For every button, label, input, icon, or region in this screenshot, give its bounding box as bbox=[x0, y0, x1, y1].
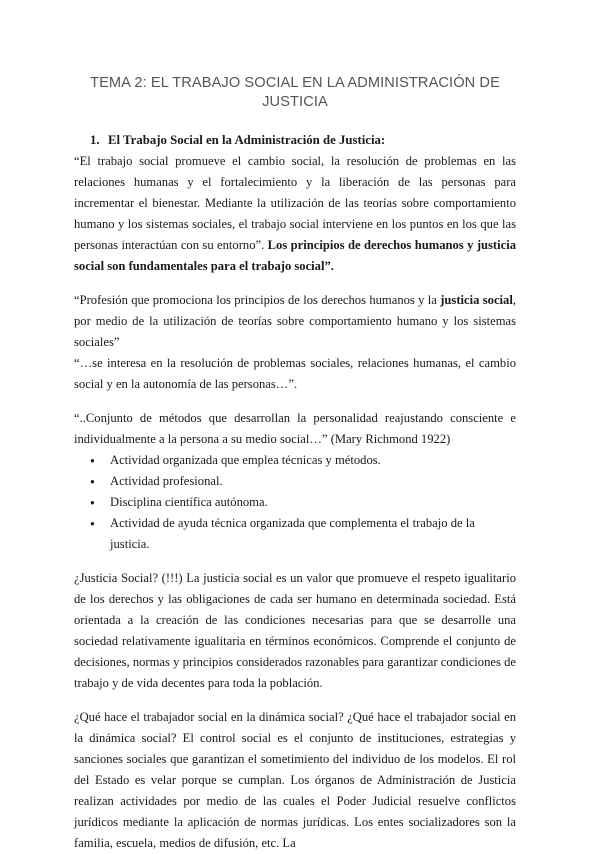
list-item: ● Actividad organizada que emplea técnicas y métodos. bbox=[90, 450, 516, 471]
paragraph-social-justice: ¿Justicia Social? (!!!) La justicia social es un valor que promueve el respeto igualitario de los derechos y las obligaciones de cada ser humano en determinada sociedad. Está orientada a la creación de las condiciones necesarias para que se desarrolle una sociedad relativamente igualitaria en términos económicos. Comprende el conjunto de decisiones, normas y principios considerados razonables para garantizar condiciones de trabajo y de vida decentes para toda la población. bbox=[74, 571, 516, 690]
section-heading-text: El Trabajo Social en la Administración de Justicia: bbox=[108, 133, 386, 147]
list-item: ● Actividad profesional. bbox=[90, 471, 516, 492]
paragraph-definition-bold: Los principios de derechos humanos y justicia social son fundamentales para el trabajo social”. bbox=[74, 238, 516, 273]
section-heading bbox=[90, 130, 516, 151]
paragraph-definition bbox=[74, 151, 516, 277]
bullet-list bbox=[74, 450, 516, 555]
list-item: ● Actividad de ayuda técnica organizada que complementa el trabajo de la justicia. bbox=[90, 513, 516, 555]
paragraph-richmond-quote: “..Conjunto de métodos que desarrollan la personalidad reajustando consciente e individualmente a la persona a su medio social…” (Mary Richmond 1922) bbox=[74, 411, 516, 446]
paragraph-profession bbox=[74, 290, 516, 353]
list-item: ● Disciplina científica autónoma. bbox=[90, 492, 516, 513]
paragraph-profession-part2: , por medio de la utilización de teorías sobre comportamiento humano y los sistemas sociales” bbox=[74, 293, 516, 349]
paragraph-profession-part1: “Profesión que promociona los principios de los derechos humanos y la bbox=[74, 293, 441, 307]
paragraph-interest: “…se interesa en la resolución de problemas sociales, relaciones humanas, el cambio social y en la autonomía de las personas…”. bbox=[74, 356, 516, 391]
paragraph-social-dynamics: ¿Qué hace el trabajador social en la dinámica social? ¿Qué hace el trabajador social en la dinámica social? El control social es el conjunto de instituciones, estrategias y sanciones sociales que garantizan el sometimiento del individuo de los modelos. El rol del Estado es velar porque se cumplan. Los órganos de Administración de Justicia realizan actividades por medio de las cuales el Poder Judicial resuelve conflictos jurídicos mediante la aplicación de normas jurídicas. Los entes socializadores son la familia, escuela, medios de difusión, etc. La bbox=[74, 710, 516, 850]
page-title: TEMA 2: EL TRABAJO SOCIAL EN LA ADMINISTRACIÓN DE JUSTICIA bbox=[90, 75, 500, 110]
section-number: 1. bbox=[90, 133, 100, 147]
paragraph-profession-bold: justicia social bbox=[440, 293, 513, 307]
paragraph-definition-text: “El trabajo social promueve el cambio social, la resolución de problemas en las relaciones humanas y el fortalecimiento y la liberación de las personas para incrementar el bienestar. Mediante la utilización de las teorías sobre comportamiento humano y los sistemas sociales, el trabajo social interviene en los puntos en los que las personas interactúan con su entorno”. bbox=[74, 154, 516, 252]
